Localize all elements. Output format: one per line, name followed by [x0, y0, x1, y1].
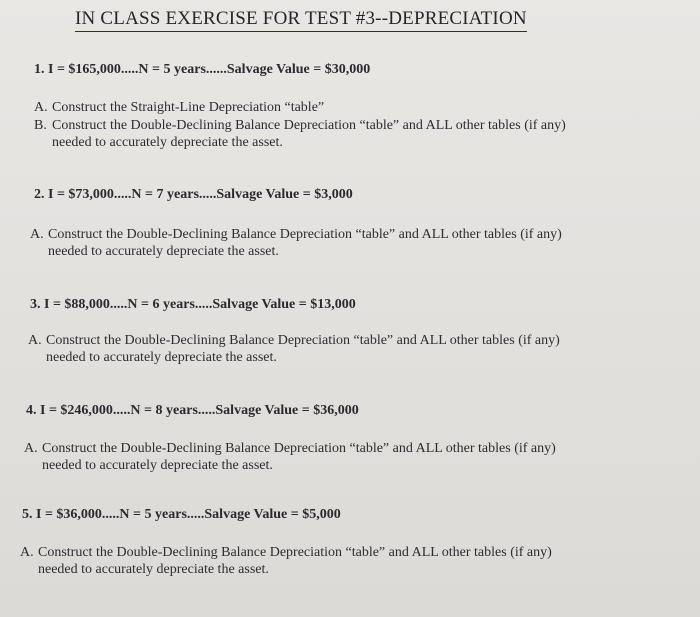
problem-4-task-a: [24, 440, 556, 474]
problem-1-task-a: [34, 99, 324, 116]
task-letter: A.: [28, 333, 42, 348]
task-text-continued: needed to accurately depreciate the asset.: [38, 562, 269, 577]
task-text-continued: needed to accurately depreciate the asset.: [52, 135, 283, 150]
task-text-continued: needed to accurately depreciate the asset.: [46, 350, 277, 365]
task-text: Construct the Double-Declining Balance Depreciation “table” and ALL other tables (if any): [46, 333, 560, 348]
problem-4-given: 4. I = $246,000.....N = 8 years.....Salvage Value = $36,000: [26, 403, 359, 418]
task-text: Construct the Straight-Line Depreciation “table”: [52, 100, 325, 115]
task-text: Construct the Double-Declining Balance Depreciation “table” and ALL other tables (if any): [52, 118, 566, 133]
problem-3-given: 3. I = $88,000.....N = 6 years.....Salvage Value = $13,000: [30, 297, 356, 312]
task-letter: A.: [24, 441, 38, 456]
task-letter: A.: [20, 545, 34, 560]
page-title: IN CLASS EXERCISE FOR TEST #3--DEPRECIATION: [75, 8, 527, 32]
task-text-continued: needed to accurately depreciate the asset.: [48, 244, 279, 259]
task-letter: B.: [34, 118, 47, 133]
problem-1-given: 1. I = $165,000.....N = 5 years......Salvage Value = $30,000: [34, 62, 371, 77]
problem-2-task-a: [30, 226, 562, 260]
problem-3-task-a: [28, 332, 560, 366]
problem-5-given: 5. I = $36,000.....N = 5 years.....Salvage Value = $5,000: [22, 507, 341, 522]
problem-5-task-a: [20, 544, 552, 578]
task-text: Construct the Double-Declining Balance Depreciation “table” and ALL other tables (if any): [48, 227, 562, 242]
task-text-continued: needed to accurately depreciate the asset.: [42, 458, 273, 473]
task-text: Construct the Double-Declining Balance Depreciation “table” and ALL other tables (if any): [38, 545, 552, 560]
task-letter: A.: [30, 227, 44, 242]
problem-1-task-b: [34, 117, 566, 151]
task-letter: A.: [34, 100, 48, 115]
problem-2-given: 2. I = $73,000.....N = 7 years.....Salvage Value = $3,000: [34, 187, 353, 202]
task-text: Construct the Double-Declining Balance Depreciation “table” and ALL other tables (if any): [42, 441, 556, 456]
